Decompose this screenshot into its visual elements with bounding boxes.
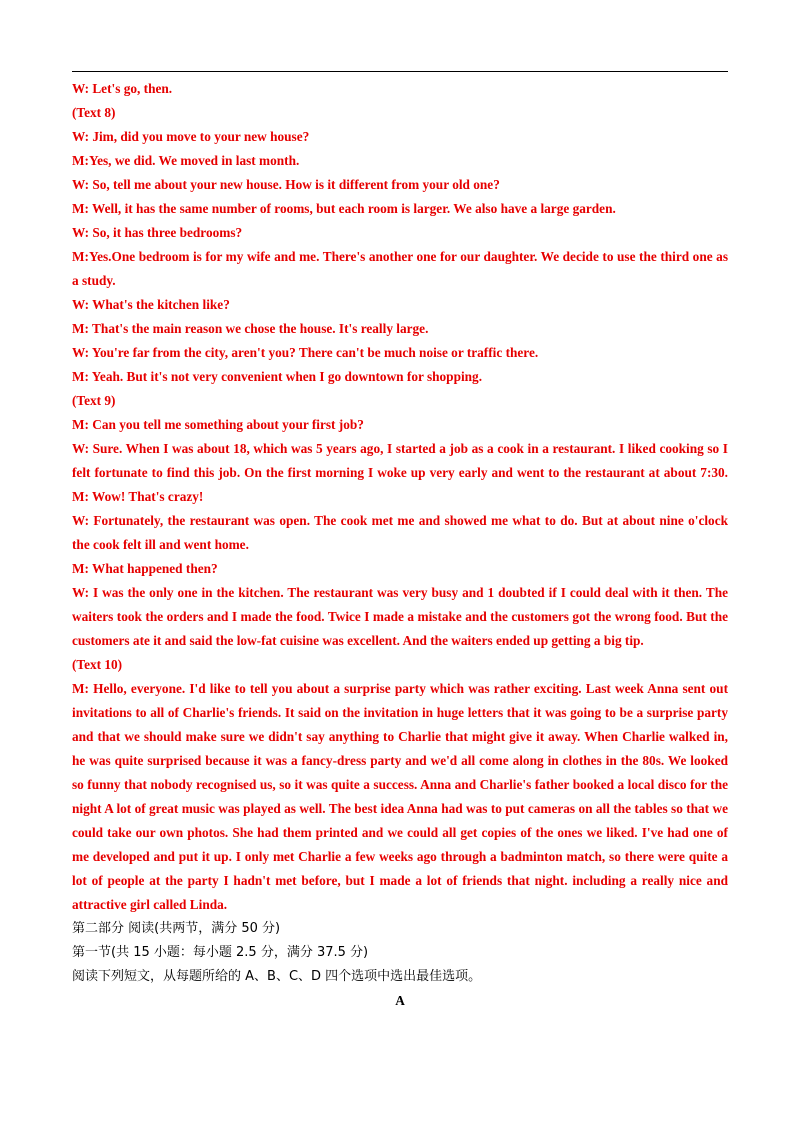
subsection-title: 第一节(共 15 小题：每小题 2.5 分，满分 37.5 分) [72,945,369,960]
dialogue-paragraph: W: I was the only one in the kitchen. The restaurant was very busy and 1 doubted if I could deal with it then. The waiters took the orders and I made the food. Twice I made a mistake and the customers got the wrong food. But the customers ate it and said the low-fat cuisine was excellent. And the waiters ended up getting a big tip. [72,585,728,648]
dialogue-paragraph: M:Yes.One bedroom is for my wife and me. There's another one for our daughter. We decide to use the third one as a study. [72,249,728,288]
dialogue-line: M: That's the main reason we chose the house. It's really large. [72,321,429,336]
dialogue-line: W: So, tell me about your new house. How is it different from your old one? [72,177,500,192]
header-rule [72,71,728,72]
dialogue-line: M:Yes, we did. We moved in last month. [72,153,300,168]
dialogue-line: M: What happened then? [72,561,218,576]
text-label: (Text 9) [72,393,116,408]
text-label: (Text 10) [72,657,123,672]
dialogue-paragraph: W: Fortunately, the restaurant was open. The cook met me and showed me what to do. But at about nine o'clock the cook felt ill and went home. [72,513,728,552]
instruction-text: 阅读下列短文，从每题所给的 A、B、C、D 四个选项中选出最佳选项。 [72,969,482,984]
dialogue-line: W: Let's go, then. [72,81,173,96]
text-label: (Text 8) [72,105,116,120]
section-title: 第二部分 阅读(共两节，满分 50 分) [72,921,281,936]
dialogue-line: M: Can you tell me something about your first job? [72,417,364,432]
dialogue-line: M: Yeah. But it's not very convenient when I go downtown for shopping. [72,369,483,384]
dialogue-line: W: What's the kitchen like? [72,297,230,312]
transcript-content [72,77,728,1013]
passage-label: A [395,993,405,1008]
monologue-paragraph: M: Hello, everyone. I'd like to tell you about a surprise party which was rather exciting. Last week Anna sent out invitations to all of Charlie's friends. It said on the invitation in huge letters that it was going to be a surprise party and that we should make sure we didn't say anything to Charlie that might give it away. When Charlie walked in, he was quite surprised because it was a fancy-dress party and we'd all come along in clothes in the 80s. We looked so funny that nobody recognised us, so it was quite a success. Anna and Charlie's father booked a local disco for the night A lot of great music was played as well. The best idea Anna had was to put cameras on all the tables so that we could take our own photos. She had them printed and we could all get copies of the ones we liked. I've had one of me developed and put it up. I only met Charlie a few weeks ago through a badminton match, so there were quite a lot of people at the party I hadn't met before, but I made a lot of friends that night. including a really nice and attractive girl called Linda. [72,681,728,912]
dialogue-line: W: You're far from the city, aren't you? There can't be much noise or traffic there. [72,345,539,360]
dialogue-line: W: So, it has three bedrooms? [72,225,243,240]
dialogue-line: M: Well, it has the same number of rooms, but each room is larger. We also have a large garden. [72,201,616,216]
dialogue-paragraph: W: Sure. When I was about 18, which was 5 years ago, I started a job as a cook in a restaurant. I liked cooking so I felt fortunate to find this job. On the first morning I woke up very early and went to the restaurant at about 7:30. M: Wow! That's crazy! [72,441,728,504]
dialogue-line: W: Jim, did you move to your new house? [72,129,310,144]
